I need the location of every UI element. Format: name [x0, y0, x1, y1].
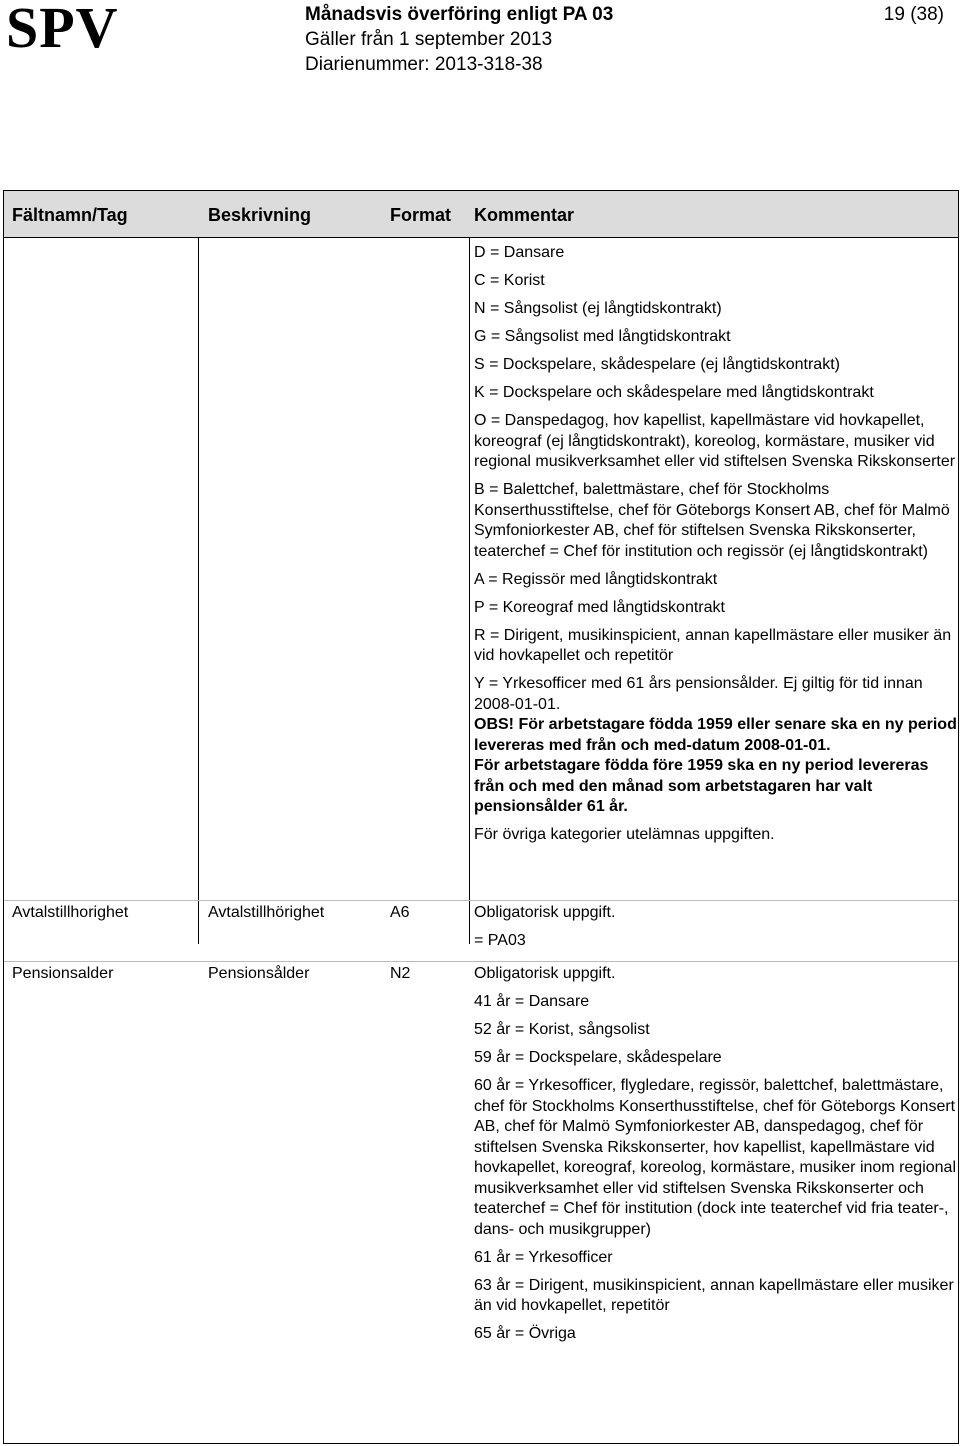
comment-line: Obligatorisk uppgift. [474, 904, 616, 921]
column-header-comment: Kommentar [474, 205, 575, 225]
column-header-description: Beskrivning [208, 205, 312, 225]
comment-line: = PA03 [474, 932, 526, 949]
table-row-comments [474, 903, 958, 959]
table-row-description: Pensionsålder [208, 965, 310, 982]
comment-line: B = Balettchef, balettmästare, chef för Stockholms Konserthusstiftelse, chef för Göteborgs Konsert AB, chef för Malmö Symfoniorkester AB, chef för stiftelsen Svenska Rikskonserter, teaterchef = Chef för institution och regissör (ej långtidskontrakt) [474, 481, 950, 560]
comment-line: Obligatorisk uppgift. [474, 965, 616, 982]
obs-note-2: För arbetstagare födda före 1959 ska en ny period levereras från och med den månad som arbetstagaren har valt pensionsålder 61 år. [474, 757, 929, 815]
comment-line: 60 år = Yrkesofficer, flygledare, regissör, balettchef, balettmästare, chef för Stockholms Konserthusstiftelse, chef för Göteborgs Konsert AB, chef för Malmö Symfoniorkester AB, danspedagog, chef för stiftelsen Svenska Rikskonserter, hov kapellist, kapellmästare vid hovkapellet, koreograf, koreolog, kormästare, musiker inom regional musikverksamhet eller vid stiftelsen Svenska Rikskonserter och teaterchef = Chef för institution (dock inte teaterchef vid fria teater-, dans- och musikgrupper) [474, 1077, 957, 1238]
table-row-field: Avtalstillhorighet [12, 904, 129, 921]
comment-line: S = Dockspelare, skådespelare (ej långtidskontrakt) [474, 356, 840, 373]
diary-number: Diarienummer: 2013-318-38 [305, 54, 543, 75]
column-header-field: Fältnamn/Tag [12, 205, 128, 225]
comment-line: R = Dirigent, musikinspicient, annan kapellmästare eller musiker än vid hovkapellet och repetitör [474, 626, 952, 664]
comment-line: N = Sångsolist (ej långtidskontrakt) [474, 300, 722, 317]
valid-from: Gäller från 1 september 2013 [305, 29, 553, 50]
comment-line: 65 år = Övriga [474, 1325, 576, 1342]
obs-label: OBS! [474, 716, 514, 733]
document-title: Månadsvis överföring enligt PA 03 [305, 4, 614, 25]
comment-line: K = Dockspelare och skådespelare med långtidskontrakt [474, 384, 874, 401]
column-divider [469, 237, 470, 944]
table-row-field: Pensionsalder [12, 965, 114, 982]
field-table [3, 190, 959, 1444]
table-header [4, 191, 958, 238]
comment-line: 41 år = Dansare [474, 993, 590, 1010]
comment-line: G = Sångsolist med långtidskontrakt [474, 328, 731, 345]
comment-line: För övriga kategorier utelämnas uppgiften. [474, 826, 775, 843]
row-divider [4, 900, 958, 901]
comment-line: A = Regissör med långtidskontrakt [474, 570, 718, 588]
table-row-description: Avtalstillhörighet [208, 904, 325, 921]
table-row-category-comments [474, 243, 958, 853]
column-divider [198, 237, 199, 944]
obs-note [474, 715, 958, 756]
comment-line: 52 år = Korist, sångsolist [474, 1021, 650, 1038]
comment-line: P = Koreograf med långtidskontrakt [474, 598, 725, 616]
comment-line: O = Danspedagog, hov kapellist, kapellmästare vid hovkapellet, koreograf (ej långtidskontrakt), koreolog, kormästare, musiker vid regional musikverksamhet eller vid stiftelsen Svenska Rikskonserter [474, 412, 956, 470]
comment-line: C = Korist [474, 272, 545, 289]
table-row-format: A6 [390, 904, 410, 921]
comment-line: D = Dansare [474, 244, 565, 261]
comment-line: Y = Yrkesofficer med 61 års pensionsålder. Ej giltig för tid innan 2008-01-01. [474, 675, 923, 713]
obs-text: För arbetstagare födda 1959 eller senare ska en ny period levereras med från och med-datum 2008-01-01. [474, 716, 957, 754]
comment-line: 59 år = Dockspelare, skådespelare [474, 1049, 722, 1066]
comment-line: 61 år = Yrkesofficer [474, 1248, 613, 1266]
column-header-format: Format [390, 205, 452, 225]
spv-logo: SPV [6, 0, 119, 60]
table-row-comments [474, 964, 958, 1352]
table-row-format: N2 [390, 965, 411, 982]
comment-line: 63 år = Dirigent, musikinspicient, annan kapellmästare eller musiker än vid hovkapellet, repetitör [474, 1276, 954, 1314]
document-header [305, 2, 613, 77]
row-divider [4, 961, 958, 962]
page-number: 19 (38) [883, 4, 944, 25]
